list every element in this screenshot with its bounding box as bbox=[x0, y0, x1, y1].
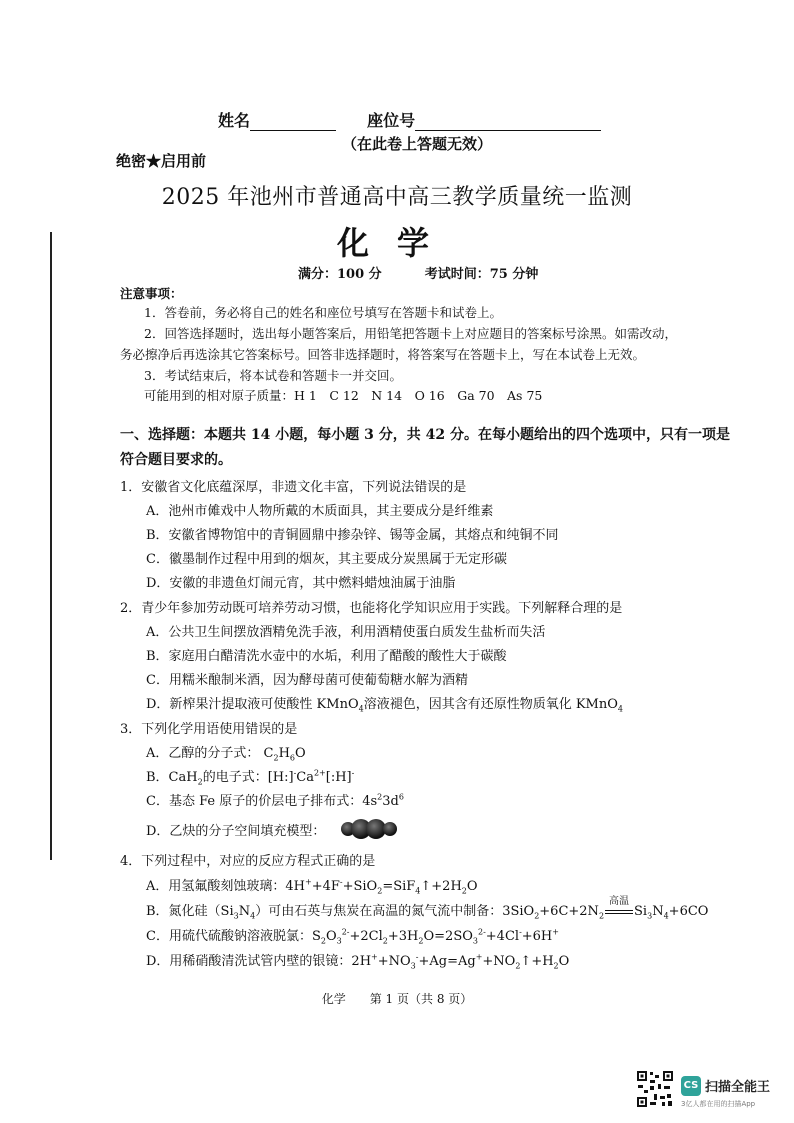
name-blank bbox=[250, 112, 336, 131]
secret-label: 绝密★启用前 bbox=[116, 152, 207, 170]
notes-item-1: 1．答卷前，务必将自己的姓名和座位号填写在答题卡和试卷上。 bbox=[144, 305, 502, 320]
q3-stem: 3．下列化学用语使用错误的是 bbox=[120, 722, 298, 737]
section-title-a: 一、选择题：本题共 14 小题，每小题 3 分，共 42 分。在每小题给出的四个选项中，只有一项是 bbox=[120, 427, 730, 443]
atomic-masses: 可能用到的相对原子质量：H 1 C 12 N 14 O 16 Ga 70 As 75 bbox=[144, 388, 543, 403]
q2-option-c: C．用糯米酿制米酒，因为酵母菌可使葡萄糖水解为酒精 bbox=[146, 673, 468, 688]
q4-option-d: D．用稀硝酸清洗试管内壁的银镜：$2H^++NO_3^-+Ag=Ag^++NO_2↑+H_2O$ bbox=[146, 952, 570, 971]
invalid-note: （在此卷上答题无效） bbox=[342, 135, 493, 153]
camscanner-tagline: 3亿人都在用的扫描App bbox=[681, 1100, 756, 1108]
notes-title: 注意事项： bbox=[120, 286, 183, 301]
name-label: 姓名 bbox=[218, 111, 251, 130]
q4-option-a: A．用氢氟酸刻蚀玻璃：$4H^++4F^-+SiO_2=SiF_4↑+2H_2O$ bbox=[146, 877, 478, 896]
section-title-b: 符合题目要求的。 bbox=[120, 452, 232, 468]
q2-stem: 2．青少年参加劳动既可培养劳动习惯，也能将化学知识应用于实践。下列解释合理的是 bbox=[120, 601, 623, 616]
q3-option-a: A．乙醇的分子式： $C_2H_6O$ bbox=[146, 746, 306, 763]
name-seat-line bbox=[218, 108, 601, 131]
notes-item-2a: 2．回答选择题时，选出每小题答案后，用铅笔把答题卡上对应题目的答案标号涂黑。如需改动， bbox=[144, 326, 677, 341]
q1-option-a: A．池州市傩戏中人物所戴的木质面具，其主要成分是纤维素 bbox=[146, 504, 494, 519]
acetylene-model-image bbox=[340, 818, 398, 840]
notes-item-2b: 务必擦净后再选涂其它答案标号。回答非选择题时，将答案写在答题卡上，写在本试卷上无效。 bbox=[120, 347, 646, 362]
camscanner-name: 扫描全能王 bbox=[705, 1080, 771, 1095]
q2-option-b: B．家庭用白醋清洗水壶中的水垢，利用了醋酸的酸性大于碳酸 bbox=[146, 649, 507, 664]
exam-title: 2025 年池州市普通高中高三教学质量统一监测 bbox=[161, 185, 633, 210]
exam-time: 考试时间：75 分钟 bbox=[424, 267, 539, 282]
seat-label: 座位号 bbox=[367, 111, 416, 130]
subject-title: 化学 bbox=[336, 224, 457, 262]
q2-option-d: D．新榨果汁提取液可使酸性 KMnO$_4$溶液褪色，因其含有还原性物质氧化 KMnO$_4$ bbox=[146, 697, 623, 714]
q3-option-c: C．基态 Fe 原子的价层电子排布式：$4s^23d^6$ bbox=[146, 792, 404, 809]
q4-stem: 4．下列过程中，对应的反应方程式正确的是 bbox=[120, 854, 376, 869]
reaction-condition: 高温 bbox=[609, 896, 630, 907]
score-time bbox=[298, 263, 538, 282]
seat-blank bbox=[415, 112, 601, 131]
q1-option-d: D．安徽的非遗鱼灯闹元宵，其中燃料蜡烛油属于油脂 bbox=[146, 576, 456, 591]
q3-option-b: B．CaH$_2$的电子式：$[H:]^-Ca^{2+}[:H]^-$ bbox=[146, 768, 355, 787]
notes-item-3: 3．考试结束后，将本试卷和答题卡一并交回。 bbox=[144, 368, 402, 383]
q3-option-d: D．乙炔的分子空间填充模型： bbox=[146, 824, 326, 839]
q1-stem: 1．安徽省文化底蕴深厚，非遗文化丰富，下列说法错误的是 bbox=[120, 480, 467, 495]
camscanner-logo: CS bbox=[681, 1076, 701, 1096]
q4-option-b: B．氮化硅$(Si_3N_4)$可由石英与焦炭在高温的氮气流中制备：$3SiO_2+6C+2N_2$ 高温 $Si_3N_4+6CO$ bbox=[146, 900, 708, 921]
q4-option-c: C．用硫代硫酸钠溶液脱氯：$S_2O_3^{2-}+2Cl_2+3H_2O=2SO_3^{2-}+4Cl^-+6H^+$ bbox=[146, 927, 559, 946]
full-score: 满分：100 分 bbox=[298, 267, 382, 282]
binding-line bbox=[50, 232, 52, 860]
page-footer: 化学 第 1 页（共 8 页） bbox=[321, 992, 473, 1006]
q1-option-c: C．徽墨制作过程中用到的烟灰，其主要成分炭黑属于无定形碳 bbox=[146, 552, 507, 567]
qr-code-icon bbox=[636, 1070, 674, 1108]
q2-option-a: A．公共卫生间摆放酒精免洗手液，利用酒精使蛋白质发生盐析而失活 bbox=[146, 625, 546, 640]
q1-option-b: B．安徽省博物馆中的青铜圆鼎中掺杂锌、锡等金属，其熔点和纯铜不同 bbox=[146, 528, 559, 543]
